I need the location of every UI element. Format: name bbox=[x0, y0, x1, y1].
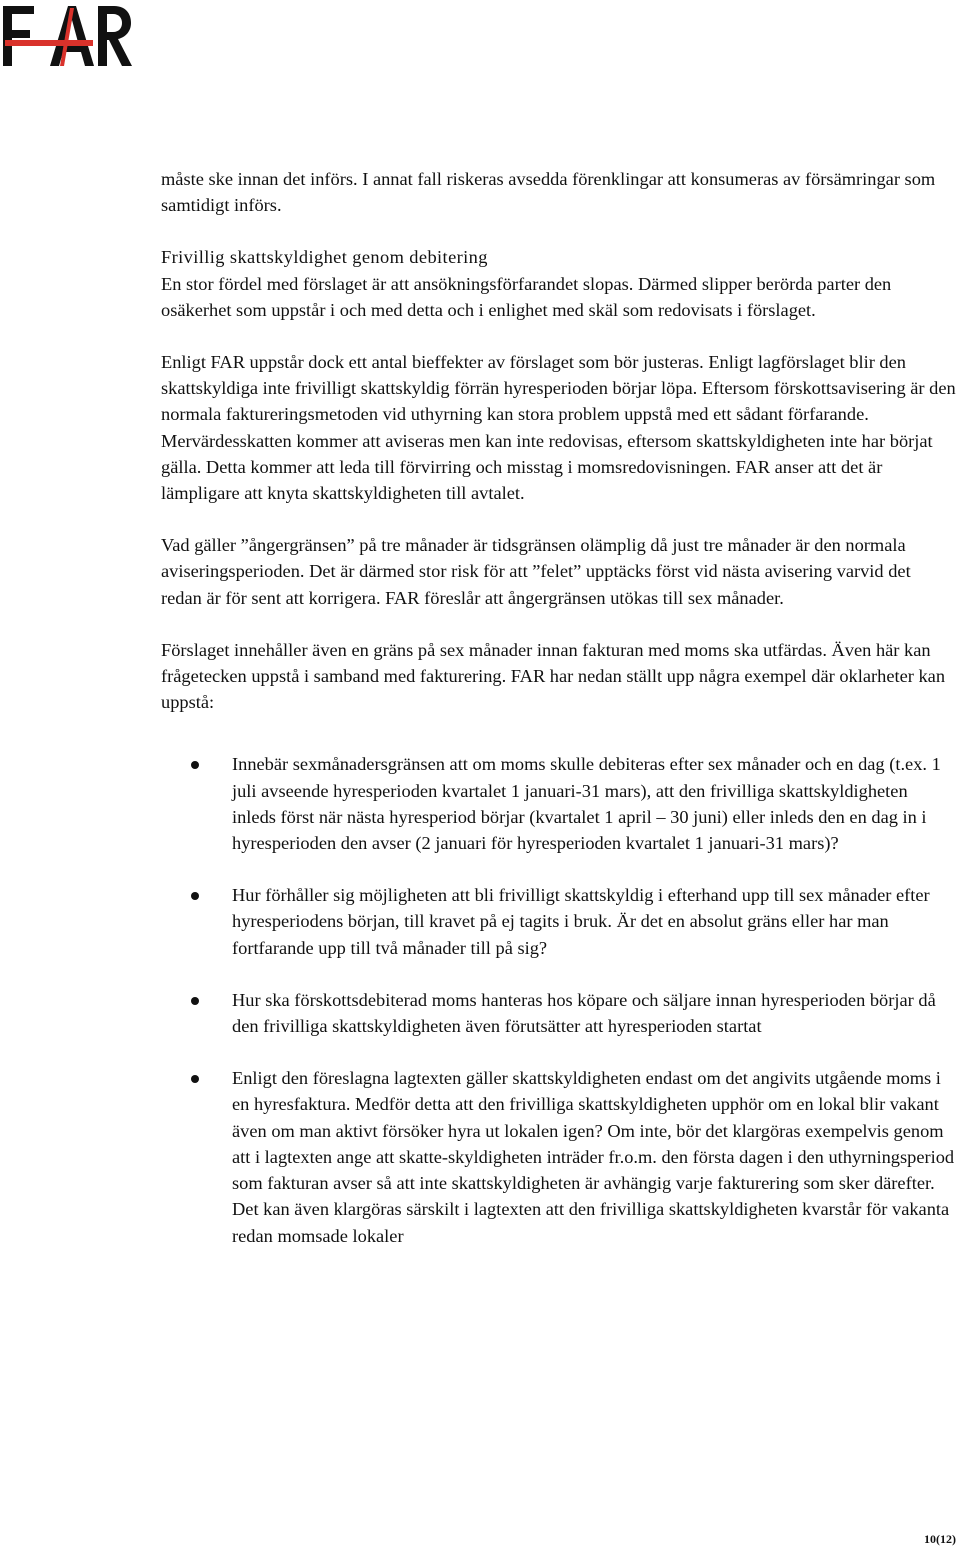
bullet-icon bbox=[191, 761, 199, 769]
paragraph-six-month-limit: Förslaget innehåller även en gräns på sex månader innan fakturan med moms ska utfärdas. Även här kan frågetecken uppstå i samband med fakturering. FAR har nedan ställt upp några exempel där oklarheter kan uppstå: bbox=[161, 639, 946, 713]
page-number: 10(12) bbox=[924, 1532, 956, 1546]
paragraph-regret-limit: Vad gäller ”ångergränsen” på tre månader är tidsgränsen olämplig då just tre månader är den normala aviseringsperioden. Det är därmed stor risk för att ”felet” upptäcks först vid nästa avisering varvid det redan är för sent att korrigera. FAR föreslår att ångergränsen utökas till sex månader. bbox=[161, 535, 911, 608]
list-item bbox=[161, 1065, 956, 1248]
list-item-text: Innebär sexmånadersgränsen att om moms skulle debiteras efter sex månader och en dag (t.ex. 1 juli avseende hyresperioden kvartalet 1 januari-31 mars), att den frivilliga skattskyldigheten inleds först när nästa hyresperiod börjar (kvartalet 1 april – 30 juni) eller inleds den en dag in i hyresperioden den avser (2 januari för hyresperioden kvartalet 1 januari-31 mars)? bbox=[232, 754, 941, 854]
paragraph-continuation: måste ske innan det införs. I annat fall riskeras avsedda förenklingar att konsumeras av försämringar som samtidigt införs. bbox=[161, 169, 936, 216]
paragraph-advantage: En stor fördel med förslaget är att ansökningsförfarandet slopas. Därmed slipper berörda parter den osäkerhet som uppstår i och med detta och i enlighet med skäl som redovisats i förslaget. bbox=[161, 273, 892, 320]
list-item-text: Enligt den föreslagna lagtexten gäller skattskyldigheten endast om det angivits utgående moms i en hyresfaktura. Medför detta att den frivilliga skattskyldigheten upphör om en lokal blir vakant även om man aktivt försöker hyra ut lokalen igen? Om inte, bör det klargöras exempelvis genom att i lagtexten ange att skatte-skyldigheten inträder fr.o.m. den första dagen i den uthyrningsperiod som fakturan avser så att inte skattskyldigheten är avhängig varje fakturering som sker därefter. Det kan även klargöras särskilt i lagtexten att den frivilliga skattskyldigheten kvarstår för vakanta redan momsade lokaler bbox=[232, 1068, 955, 1246]
far-logo bbox=[0, 0, 135, 68]
bullet-icon bbox=[191, 892, 199, 900]
bullet-icon bbox=[191, 1075, 199, 1083]
list-item-text: Hur ska förskottsdebiterad moms hanteras hos köpare och säljare innan hyresperioden börjar då den frivilliga skattskyldigheten även förutsätter att hyresperioden startat bbox=[232, 989, 936, 1037]
list-item-text: Hur förhåller sig möjligheten att bli frivilligt skattskyldig i efterhand upp till sex månader efter hyresperiodens början, till kravet på ej tagits i bruk. Är det en absolut gräns eller har man fortfarande upp till två månader till på sig? bbox=[232, 885, 930, 958]
list-item bbox=[161, 987, 956, 1039]
paragraph-side-effects: Enligt FAR uppstår dock ett antal bieffekter av förslaget som bör justeras. Enligt lagförslaget blir den skattskyldiga inte frivilligt skattskyldig förrän hyresperioden börjar löpa. Eftersom förskottsavisering är den normala faktureringsmetoden vid uthyrning kan stora problem uppstå med ett sådant förfarande. Mervärdesskatten kommer att aviseras men kan inte redovisas, eftersom skattskyldigheten inte har börjat gälla. Detta kommer att leda till förvirring och misstag i momsredovisningen. FAR anser att det är lämpligare att knyta skattskyldigheten till avtalet. bbox=[161, 352, 956, 504]
list-item bbox=[161, 882, 956, 961]
far-logo-icon bbox=[0, 0, 135, 68]
list-item bbox=[161, 751, 956, 856]
section-heading: Frivillig skattskyldighet genom debitering bbox=[161, 247, 488, 268]
document-body bbox=[161, 166, 956, 1275]
example-list bbox=[161, 751, 956, 1248]
bullet-icon bbox=[191, 997, 199, 1005]
